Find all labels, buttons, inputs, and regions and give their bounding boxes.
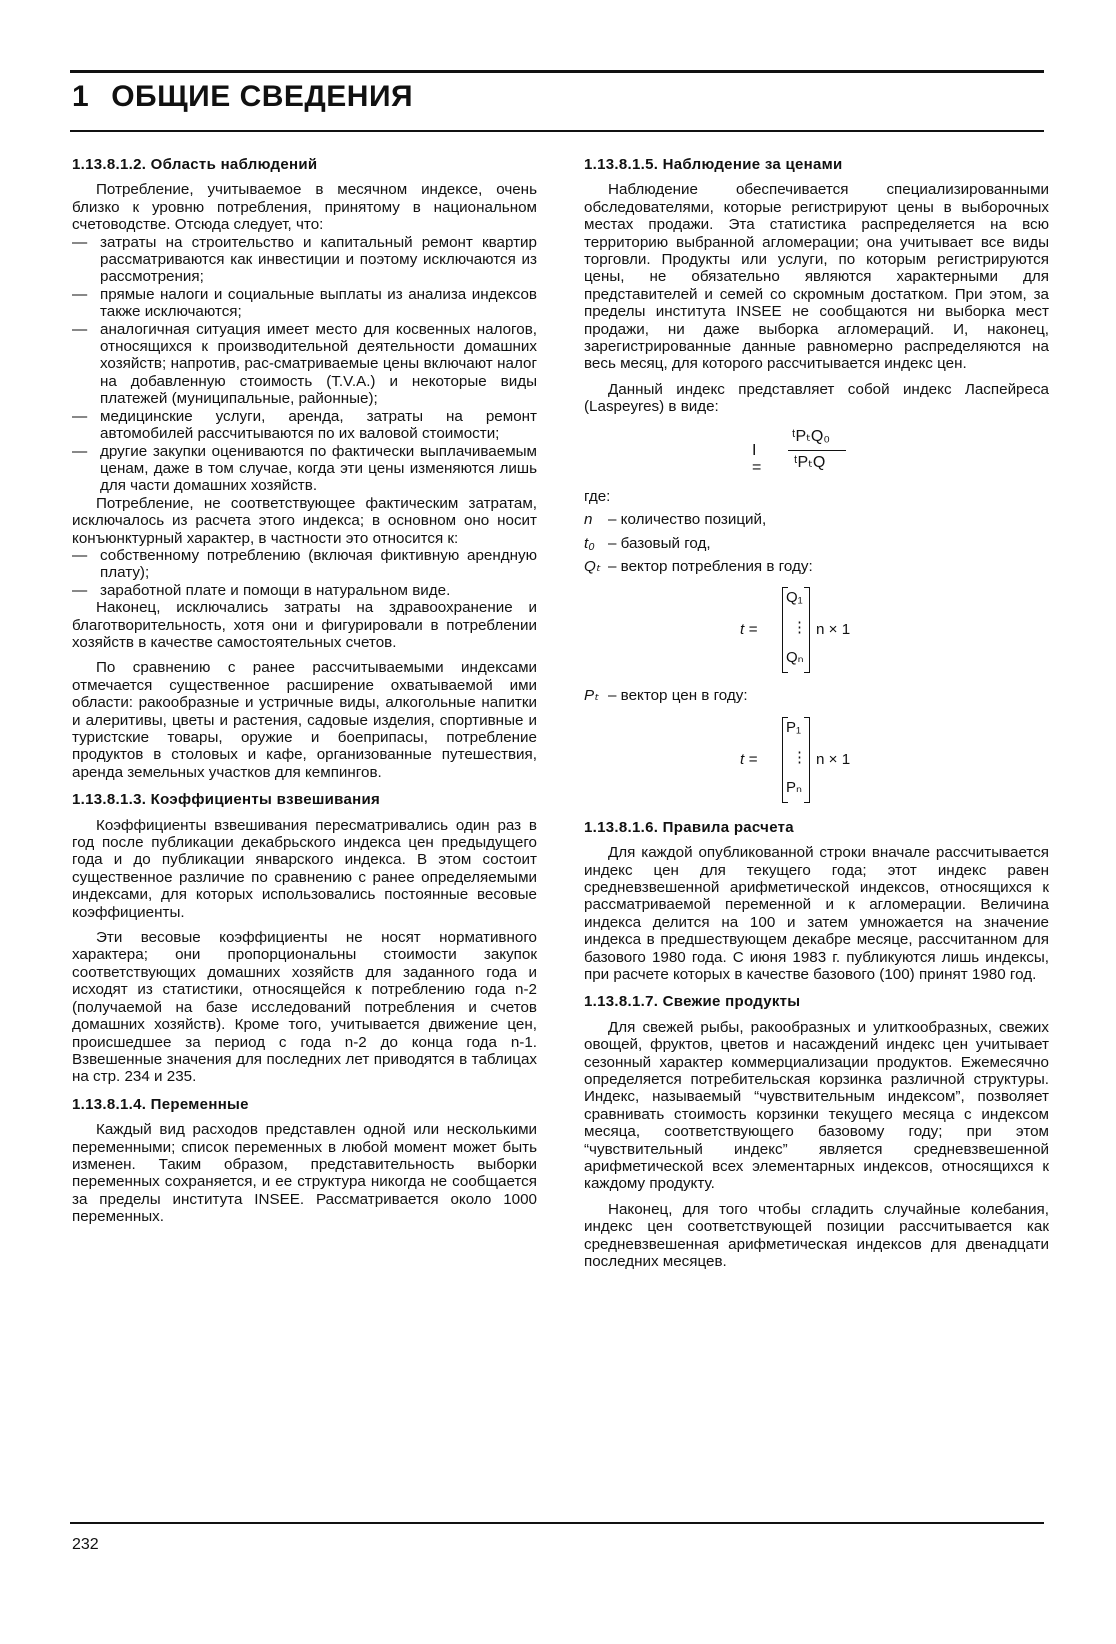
formula-denominator: ᵗPₜQ [794, 453, 826, 471]
where-label: где: [584, 487, 611, 505]
list-item: — затраты на строительство и капитальный ремонт квартир рассматриваются как инвестиции и поэтому исключаются из рассмотрения; [72, 234, 537, 286]
matrix-element: Qₙ [786, 649, 804, 667]
definition-text: – вектор цен в году: [608, 687, 748, 705]
section-heading-variables: 1.13.8.1.4. Переменные [72, 1095, 249, 1113]
paragraph: Каждый вид расходов представлен одной или несколькими переменными; список переменных в любой момент может быть изменен. Таким образом, представительность выборки переменных сохраняется, и ее структура никогда не сообщается за пределы института INSEE. Рассматривается около 1000 переменных. [72, 1121, 537, 1226]
quantity-vector-formula [584, 583, 1049, 679]
paragraph: Данный индекс представляет собой индекс Ласпейреса (Laspeyres) в виде: [584, 380, 1049, 416]
list-item: — другие закупки оцениваются по фактически выплачиваемым ценам, даже в том случае, когда эти цены изменяются лишь для части домашних хозяйств. [72, 443, 537, 495]
matrix-lhs: t = [740, 750, 758, 768]
page-number: 232 [72, 1536, 99, 1553]
section-heading-calculation-rules: 1.13.8.1.6. Правила расчета [584, 818, 794, 836]
symbol: n [584, 511, 593, 529]
price-vector-formula [584, 713, 1049, 809]
paragraph: Эти весовые коэффициенты не носят нормативного характера; они пропорциональны стоимости закупок соответствующих домашних хозяйств для заданного года и исходят из статистики, относящейся к потреблению года n-2 (получаемой на базе исследований потребления и счетов домашних хозяйств). Кроме того, учитывается движение цен, происшедшее за период с года n-2 до конца года n-1. Взвешенные значения для последних лет приводятся в таблицах на стр. 234 и 235. [72, 929, 537, 1086]
matrix-element: Q₁ [786, 589, 803, 607]
paragraph: Для свежей рыбы, ракообразных и улиткообразных, свежих овощей, фруктов, цветов и насаждений индекс цен учитывает сезонный характер коммерциализации продуктов. Ежемесячно определяется потребительская корзинка различной структуры. Индекс, называемый “чувствительным индексом”, позволяет сравнивать стоимость корзинки текущего месяца с индексом месяца, соответствующего базовому году; при этом “чувствительный индекс” является средневзвешенной арифметической всех элементарных индексов, относящихся к каждому продукту. [584, 1018, 1049, 1193]
matrix-dimension: n × 1 [816, 750, 851, 768]
paragraph: Наконец, исключались затраты на здравоохранение и благотворительность, хотя они и фигурировали в потреблении хозяйств в качестве самостоятельных счетов. [72, 599, 537, 651]
matrix-element: ⋮ [792, 748, 807, 766]
matrix-dimension: n × 1 [816, 621, 851, 639]
list-item: — медицинские услуги, аренда, затраты на ремонт автомобилей рассчитываются по их валовой стоимости; [72, 408, 537, 443]
definition-text: – количество позиций, [608, 511, 767, 529]
section-heading-weights: 1.13.8.1.3. Коэффициенты взвешивания [72, 791, 381, 809]
paragraph: Потребление, учитываемое в месячном индексе, очень близко к уровню потребления, принятому в национальном счетоводстве. Отсюда следует, что: [72, 181, 537, 234]
exclusions-list [72, 234, 537, 495]
definition-text: – вектор потребления в году: [608, 557, 813, 575]
list-item: — аналогичная ситуация имеет место для косвенных налогов, относящихся к производительной деятельности домашних хозяйств; напротив, рас-сматриваемые цены включают налог на добавленную стоимость (T.V.A.) и некоторые виды платежей (муниципальные, районные); [72, 321, 537, 408]
definitions [584, 687, 1049, 704]
definition-n [584, 511, 1049, 528]
definition-p [584, 687, 1049, 704]
bottom-rule [70, 1522, 1044, 1524]
matrix-lhs: t = [740, 621, 758, 639]
formula-lhs: I = [752, 441, 762, 477]
paragraph: Потребление, не соответствующее фактическим затратам, исключалось из расчета этого индекса; в основном оно носит конъюнктурный характер, в частности это относится к: [72, 494, 537, 547]
top-rule [70, 70, 1044, 73]
laspeyres-formula [584, 422, 1049, 482]
symbol: Pₜ [584, 687, 599, 705]
formula-numerator: ᵗPₜQ₀ [792, 427, 830, 445]
matrix-element: Pₙ [786, 778, 802, 796]
title-rule [70, 130, 1044, 132]
paragraph: Коэффициенты взвешивания пересматривались один раз в год после публикации декабрьского индекса цен предыдущего года и до публикации январского индекса. В этом состоит существенное различие по сравнению с ранее определяемыми индексами, для которых использовались постоянные весовые коэффициенты. [72, 816, 537, 921]
right-column [584, 156, 1049, 1270]
paragraph: Наблюдение обеспечивается специализированными обследователями, которые регистрируют цены в выборочных местах продажи. Эта статистика распределяется на всю территорию выбранной агломерации; она учитывает все виды торговли. Продукты или услуги, по которым регистрируются цены, не обязательно являются характерными для представителей и семей со скромным достатком. При этом, за пределы института INSEE не сообщаются ни выборка мест продажи, ни даже выборка агломераций. И, наконец, зарегистрированные данные равномерно распределяются на весь месяц, для которого рассчитывается индекс цен. [584, 181, 1049, 373]
matrix-element: ⋮ [792, 619, 807, 637]
list-item: — собственному потреблению (включая фиктивную арендную плату); [72, 547, 537, 582]
list-item: — прямые налоги и социальные выплаты из анализа индексов также исключаются; [72, 286, 537, 321]
chapter-title [72, 80, 413, 114]
section-heading-observation-area: 1.13.8.1.2. Область наблюдений [72, 156, 318, 173]
list-item: — заработной плате и помощи в натуральном виде. [72, 582, 537, 599]
symbol: t₀ [584, 534, 595, 552]
chapter-number: 1 [72, 80, 90, 113]
section-heading-price-observation: 1.13.8.1.5. Наблюдение за ценами [584, 156, 843, 173]
definition-t0 [584, 535, 1049, 552]
left-column [72, 156, 537, 1226]
definition-text: – базовый год, [608, 534, 711, 552]
chapter-title-text: ОБЩИЕ СВЕДЕНИЯ [111, 80, 414, 113]
matrix-element: P₁ [786, 718, 802, 736]
section-heading-fresh-products: 1.13.8.1.7. Свежие продукты [584, 993, 801, 1011]
symbol: Qₜ [584, 557, 601, 575]
non-actual-consumption-list [72, 547, 537, 599]
definitions [584, 511, 1049, 575]
paragraph: По сравнению с ранее рассчитываемыми индексами отмечается существенное расширение охватываемой ими области: ракообразные и устричные виды, алкогольные напитки и алеритивы, цветы и растения, садовые изделия, спортивные и туристские товары, оружие и боеприпасы, потребление продуктов в столовых и кафе, организованные путешествия, аренда земельных участков для кемпингов. [72, 659, 537, 781]
paragraph: Наконец, для того чтобы сгладить случайные колебания, индекс цен соответствующей позиции рассчитывается как средневзвешенная арифметическая индексов для двенадцати последних месяцев. [584, 1200, 1049, 1271]
fraction-bar [788, 450, 846, 451]
definition-q [584, 558, 1049, 575]
paragraph: Для каждой опубликованной строки вначале рассчитывается индекс цен для текущего года; этот индекс равен средневзвешенной арифметической индексов, относящихся к рассматриваемой переменной и к агломерации. Величина индекса делится на 100 и затем умножается на значение индекса в предшествующем декабре месяце, рассчитанном для базового 1980 года. С июня 1983 г. публикуются лишь индексы, при расчете которых в качестве базового (100) принят 1980 год. [584, 844, 1049, 983]
